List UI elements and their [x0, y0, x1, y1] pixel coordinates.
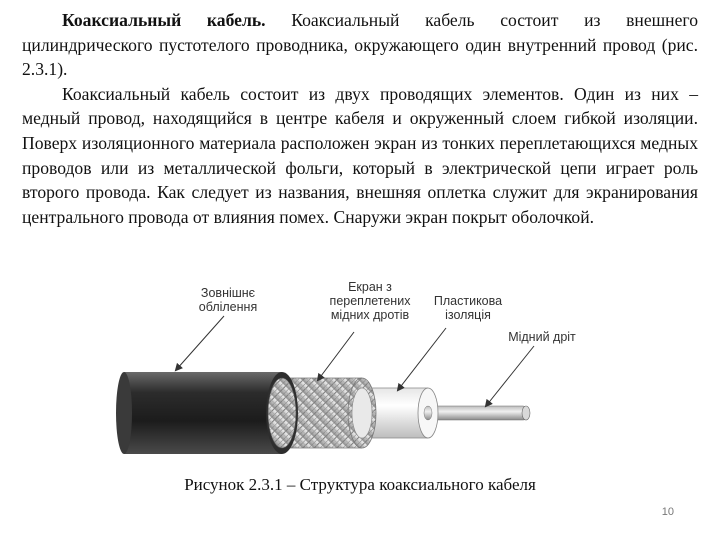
label-plastic-insulation: [426, 294, 510, 322]
label-insulation-line-1: Пластикова: [433, 294, 503, 308]
paragraph-intro: [22, 8, 698, 82]
cable-figure: [0, 270, 720, 470]
paragraph-intro-text: Коаксиальный кабель состоит из внешнего цилиндрического пустотелого проводника, окружающего один внутренний провод (рис. 2.3.1).: [22, 10, 698, 80]
label-screen-line-1: Екран з: [348, 280, 392, 294]
label-outer-sheath: [190, 286, 266, 314]
paragraph-structure: Коаксиальный кабель состоит из двух проводящих элементов. Один из них – медный провод, находящийся в центре кабеля и окруженный слоем гибкой изоляции. Поверх изоляционного материала расположен экран из тонких переплетающихся медных проводов или из металлической фольги, который в электрической цепи играет роль второго провода. Как следует из названия, внешняя оплетка служит для экранирования центрального провода от влияния помех. Снаружи экран покрыт оболочкой.: [22, 83, 698, 227]
label-screen-line-2: переплетених: [329, 294, 411, 308]
outer-sheath: [116, 372, 298, 454]
label-outer-sheath-line-1: Зовнішнє: [200, 286, 256, 300]
label-copper-wire-text: Мідний дріт: [508, 330, 576, 344]
term-coaxial-cable: Коаксиальный кабель.: [62, 10, 266, 30]
label-insulation-line-2: ізоляція: [445, 308, 491, 322]
page-number: 10: [661, 506, 674, 518]
label-braided-screen: [320, 280, 420, 322]
label-outer-sheath-line-2: облілення: [198, 300, 258, 314]
label-copper-wire: [500, 330, 584, 344]
body-text: [22, 8, 698, 229]
figure-caption: Рисунок 2.3.1 – Структура коаксиального кабеля: [184, 475, 536, 494]
label-screen-line-3: мідних дротів: [330, 308, 410, 322]
